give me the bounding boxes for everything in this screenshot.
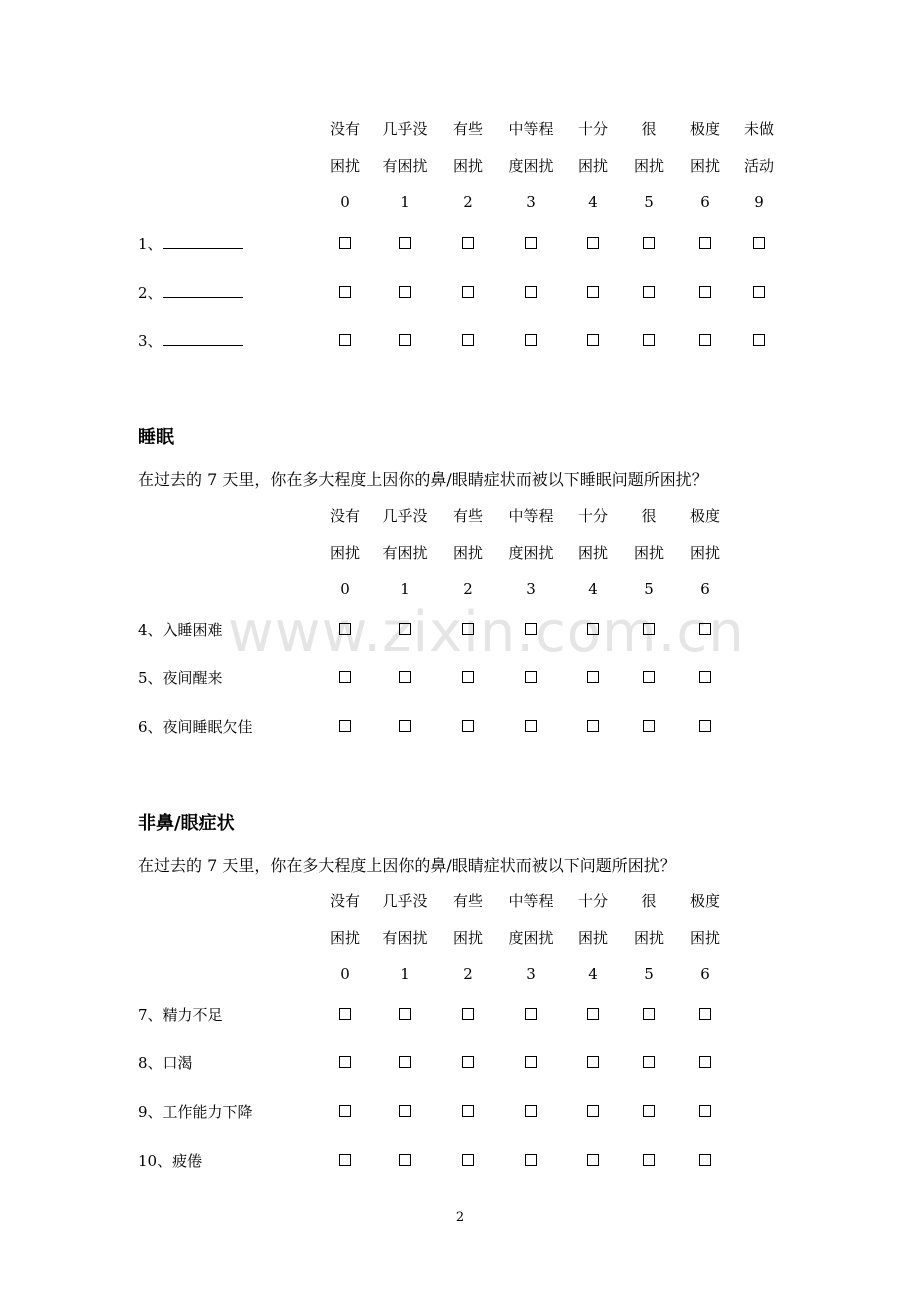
question-item-label (138, 235, 243, 253)
rating-checkbox[interactable] (699, 286, 711, 298)
rating-checkbox[interactable] (462, 623, 474, 635)
rating-checkbox[interactable] (753, 237, 765, 249)
scale-header-value: 6 (700, 193, 710, 211)
rating-checkbox[interactable] (643, 334, 655, 346)
rating-checkbox[interactable] (587, 237, 599, 249)
scale-header-value: 5 (644, 965, 654, 983)
scale-header-line2: 有困扰 (382, 928, 428, 947)
scale-header-line1: 很 (641, 120, 657, 138)
scale-header-line2: 困扰 (689, 543, 720, 562)
scale-header-value: 2 (463, 965, 473, 983)
rating-checkbox[interactable] (339, 720, 351, 732)
rating-checkbox[interactable] (399, 286, 411, 298)
scale-header-value: 5 (644, 193, 654, 211)
rating-checkbox[interactable] (399, 334, 411, 346)
scale-header-line1: 极度 (689, 120, 720, 138)
rating-checkbox[interactable] (339, 623, 351, 635)
rating-checkbox[interactable] (462, 334, 474, 346)
scale-header-line1: 中等程 (508, 120, 554, 138)
rating-checkbox[interactable] (587, 334, 599, 346)
scale-header-line2: 困扰 (452, 156, 483, 175)
question-item-label (138, 1054, 193, 1072)
rating-checkbox[interactable] (339, 1008, 351, 1020)
item-text: 4、入睡困难 (138, 621, 223, 639)
rating-checkbox[interactable] (399, 1008, 411, 1020)
scale-header-line2: 活动 (743, 156, 774, 175)
question-item-label (138, 621, 223, 639)
rating-checkbox[interactable] (399, 1056, 411, 1068)
rating-checkbox[interactable] (525, 1056, 537, 1068)
scale-header-line2: 困扰 (452, 543, 483, 562)
scale-header-line2: 度困扰 (508, 928, 554, 947)
section-question: 在过去的 7 天里，你在多大程度上因你的鼻/眼睛症状而被以下问题所困扰？ (138, 856, 676, 875)
rating-checkbox[interactable] (643, 1008, 655, 1020)
scale-header-line1: 几乎没 (382, 120, 428, 138)
rating-checkbox[interactable] (587, 286, 599, 298)
scale-header-value: 3 (526, 965, 536, 983)
scale-header-line2: 困扰 (452, 928, 483, 947)
rating-checkbox[interactable] (399, 1105, 411, 1117)
rating-checkbox[interactable] (643, 720, 655, 732)
scale-header-line1: 十分 (577, 507, 608, 525)
blank-fill-line[interactable] (163, 285, 243, 298)
question-item-label (138, 1152, 202, 1170)
item-text: 2、 (138, 284, 163, 302)
item-text: 6、夜间睡眠欠佳 (138, 718, 253, 736)
rating-checkbox[interactable] (643, 1154, 655, 1166)
scale-header-line2: 困扰 (329, 543, 360, 562)
scale-header-line1: 几乎没 (382, 507, 428, 525)
rating-checkbox[interactable] (699, 1154, 711, 1166)
rating-checkbox[interactable] (399, 623, 411, 635)
rating-checkbox[interactable] (587, 623, 599, 635)
scale-header-line2: 有困扰 (382, 156, 428, 175)
rating-checkbox[interactable] (462, 720, 474, 732)
question-item-label (138, 284, 243, 302)
scale-header-line1: 很 (641, 507, 657, 525)
rating-checkbox[interactable] (525, 1154, 537, 1166)
scale-header-line1: 有些 (452, 892, 483, 910)
rating-checkbox[interactable] (643, 623, 655, 635)
item-text: 3、 (138, 332, 163, 350)
rating-checkbox[interactable] (339, 671, 351, 683)
rating-checkbox[interactable] (525, 237, 537, 249)
question-item-label (138, 718, 253, 736)
rating-checkbox[interactable] (399, 1154, 411, 1166)
rating-checkbox[interactable] (699, 334, 711, 346)
scale-header-line1: 未做 (743, 120, 774, 138)
rating-checkbox[interactable] (525, 720, 537, 732)
scale-header-line2: 困扰 (329, 928, 360, 947)
question-item-label (138, 1006, 223, 1024)
scale-header-value: 4 (588, 965, 598, 983)
rating-checkbox[interactable] (525, 334, 537, 346)
rating-checkbox[interactable] (587, 1056, 599, 1068)
scale-header-line1: 十分 (577, 892, 608, 910)
scale-header-value: 4 (588, 193, 598, 211)
rating-checkbox[interactable] (699, 237, 711, 249)
rating-checkbox[interactable] (643, 671, 655, 683)
question-item-label (138, 1103, 253, 1121)
rating-checkbox[interactable] (339, 334, 351, 346)
scale-header-value: 4 (588, 580, 598, 598)
rating-checkbox[interactable] (339, 1154, 351, 1166)
rating-checkbox[interactable] (525, 623, 537, 635)
item-text: 5、夜间醒来 (138, 669, 223, 687)
rating-checkbox[interactable] (339, 237, 351, 249)
scale-header-line2: 有困扰 (382, 543, 428, 562)
rating-checkbox[interactable] (462, 237, 474, 249)
page-number: 2 (455, 1210, 465, 1225)
scale-header-value: 6 (700, 580, 710, 598)
rating-checkbox[interactable] (643, 286, 655, 298)
rating-checkbox[interactable] (462, 1008, 474, 1020)
scale-header-line2: 困扰 (633, 928, 664, 947)
scale-header-line2: 度困扰 (508, 156, 554, 175)
rating-checkbox[interactable] (699, 1056, 711, 1068)
item-text: 1、 (138, 235, 163, 253)
item-text: 8、口渴 (138, 1054, 193, 1072)
scale-header-line1: 有些 (452, 120, 483, 138)
scale-header-value: 3 (526, 193, 536, 211)
scale-header-value: 6 (700, 965, 710, 983)
rating-checkbox[interactable] (753, 334, 765, 346)
rating-checkbox[interactable] (399, 720, 411, 732)
rating-checkbox[interactable] (399, 237, 411, 249)
item-text: 7、精力不足 (138, 1006, 223, 1024)
scale-header-line1: 中等程 (508, 892, 554, 910)
item-text: 9、工作能力下降 (138, 1103, 253, 1121)
scale-header-value: 1 (400, 580, 410, 598)
scale-header-line1: 几乎没 (382, 892, 428, 910)
rating-checkbox[interactable] (525, 286, 537, 298)
rating-checkbox[interactable] (643, 1105, 655, 1117)
blank-fill-line[interactable] (163, 236, 243, 249)
rating-checkbox[interactable] (339, 286, 351, 298)
section-question: 在过去的 7 天里，你在多大程度上因你的鼻/眼睛症状而被以下睡眠问题所困扰？ (138, 470, 708, 489)
rating-checkbox[interactable] (699, 671, 711, 683)
rating-checkbox[interactable] (462, 1105, 474, 1117)
rating-checkbox[interactable] (643, 1056, 655, 1068)
question-item-label (138, 669, 223, 687)
scale-header-line2: 困扰 (577, 928, 608, 947)
scale-header-line2: 困扰 (633, 543, 664, 562)
rating-checkbox[interactable] (587, 671, 599, 683)
scale-header-line2: 困扰 (633, 156, 664, 175)
rating-checkbox[interactable] (339, 1105, 351, 1117)
section-title: 睡眠 (138, 427, 174, 448)
rating-checkbox[interactable] (462, 671, 474, 683)
rating-checkbox[interactable] (587, 1154, 599, 1166)
scale-header-line1: 很 (641, 892, 657, 910)
scale-header-line1: 极度 (689, 507, 720, 525)
scale-header-line1: 没有 (329, 507, 360, 525)
scale-header-line1: 有些 (452, 507, 483, 525)
rating-checkbox[interactable] (699, 1008, 711, 1020)
rating-checkbox[interactable] (525, 671, 537, 683)
rating-checkbox[interactable] (525, 1008, 537, 1020)
scale-header-line2: 度困扰 (508, 543, 554, 562)
rating-checkbox[interactable] (462, 1154, 474, 1166)
scale-header-value: 2 (463, 580, 473, 598)
section-title: 非鼻/眼症状 (138, 813, 235, 834)
scale-header-line2: 困扰 (577, 156, 608, 175)
rating-checkbox[interactable] (587, 720, 599, 732)
blank-fill-line[interactable] (163, 333, 243, 346)
scale-header-line1: 中等程 (508, 507, 554, 525)
scale-header-value: 1 (400, 193, 410, 211)
rating-checkbox[interactable] (643, 237, 655, 249)
rating-checkbox[interactable] (587, 1008, 599, 1020)
rating-checkbox[interactable] (462, 1056, 474, 1068)
rating-checkbox[interactable] (525, 1105, 537, 1117)
scale-header-value: 1 (400, 965, 410, 983)
scale-header-line2: 困扰 (577, 543, 608, 562)
scale-header-line2: 困扰 (689, 156, 720, 175)
scale-header-line1: 十分 (577, 120, 608, 138)
watermark-text: www.zixin.com.cn (228, 600, 745, 665)
scale-header-line2: 困扰 (329, 156, 360, 175)
question-item-label (138, 332, 243, 350)
scale-header-line1: 没有 (329, 892, 360, 910)
rating-checkbox[interactable] (699, 1105, 711, 1117)
rating-checkbox[interactable] (699, 623, 711, 635)
rating-checkbox[interactable] (753, 286, 765, 298)
scale-header-value: 2 (463, 193, 473, 211)
scale-header-value: 5 (644, 580, 654, 598)
rating-checkbox[interactable] (587, 1105, 599, 1117)
scale-header-value: 3 (526, 580, 536, 598)
scale-header-value: 0 (340, 193, 350, 211)
rating-checkbox[interactable] (699, 720, 711, 732)
rating-checkbox[interactable] (339, 1056, 351, 1068)
scale-header-line2: 困扰 (689, 928, 720, 947)
scale-header-line1: 极度 (689, 892, 720, 910)
item-text: 10、疲倦 (138, 1152, 203, 1170)
scale-header-line1: 没有 (329, 120, 360, 138)
rating-checkbox[interactable] (399, 671, 411, 683)
scale-header-value: 0 (340, 580, 350, 598)
scale-header-value: 0 (340, 965, 350, 983)
scale-header-value: 9 (754, 193, 764, 211)
rating-checkbox[interactable] (462, 286, 474, 298)
